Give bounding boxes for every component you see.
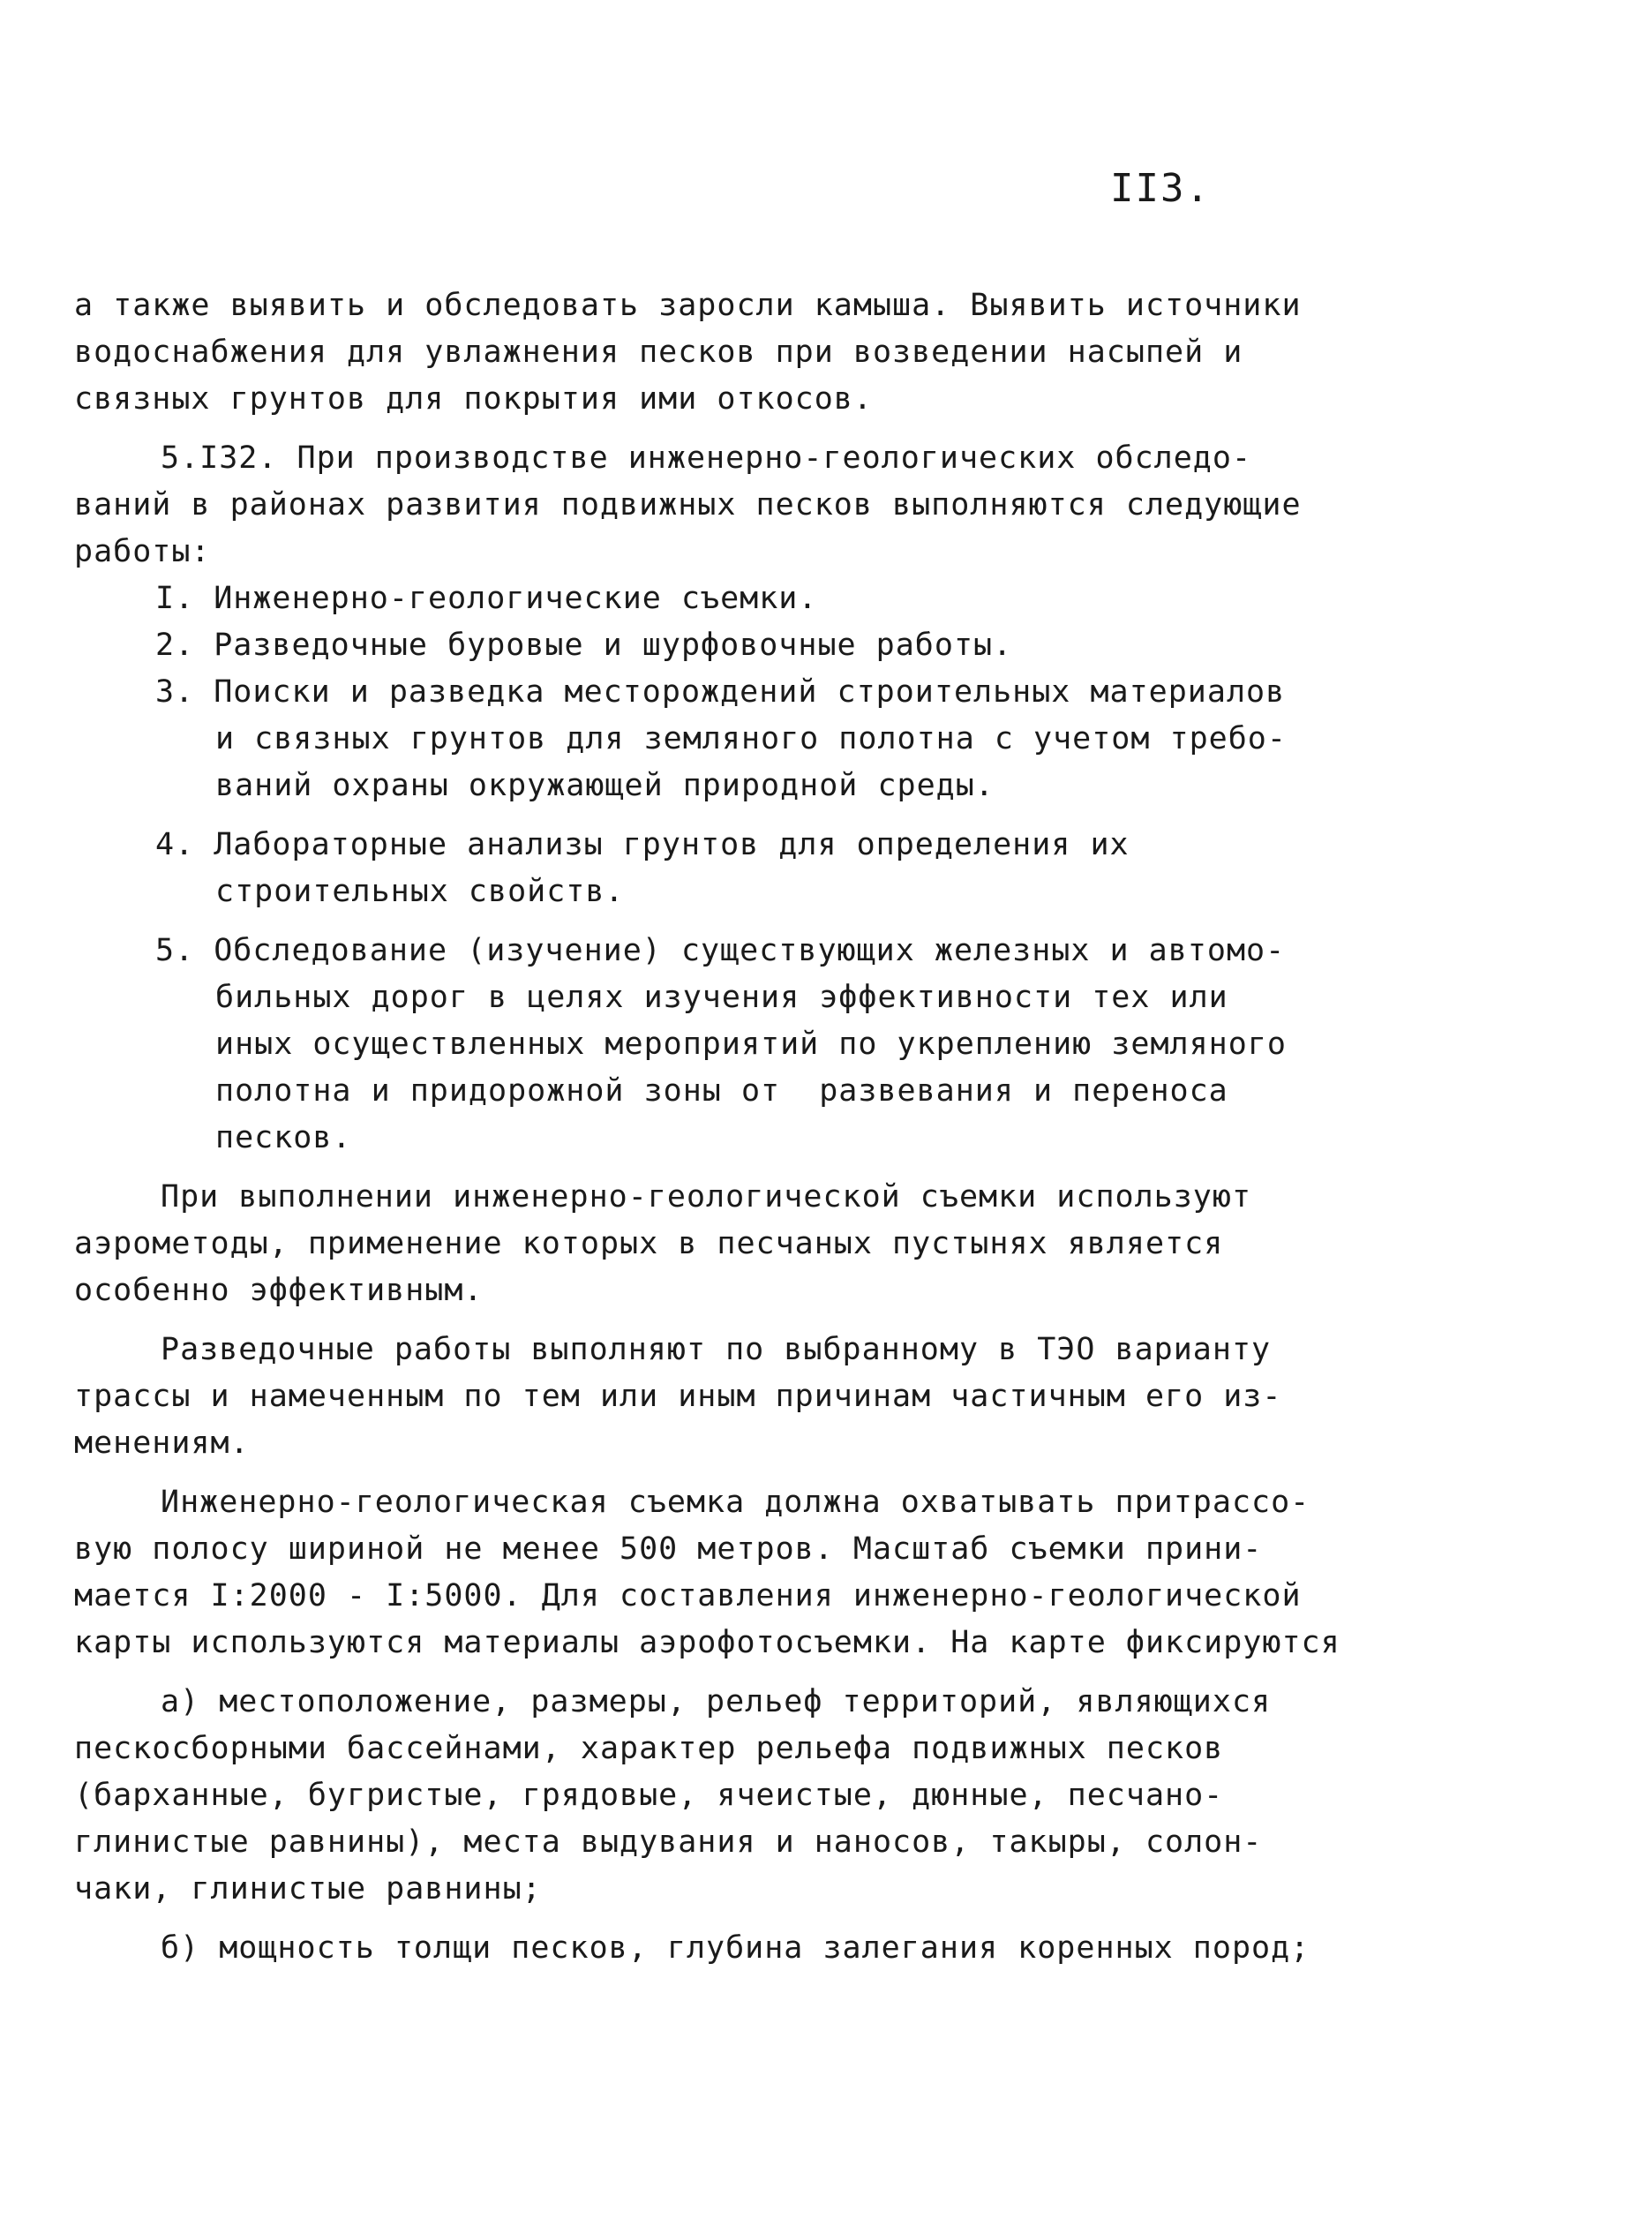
text-line: ваний в районах развития подвижных песков выполняются следующие	[74, 487, 1302, 523]
text-line: карты используются материалы аэрофотосъемки. На карте фиксируются	[74, 1625, 1340, 1660]
work-list	[74, 575, 1327, 1162]
text-line: чаки, глинистые равнины;	[74, 1871, 542, 1907]
text-line: менениям.	[74, 1425, 250, 1461]
paragraph-intro-continuation	[74, 282, 1327, 423]
text-line: I. Инженерно-геологические съемки.	[155, 581, 818, 616]
text-line: 3. Поиски и разведка месторождений строительных материалов	[155, 674, 1286, 710]
text-line: При выполнении инженерно-геологической съемки используют	[161, 1179, 1252, 1215]
text-line: 2. Разведочные буровые и шурфовочные работы.	[155, 628, 1013, 663]
list-item	[74, 822, 1327, 915]
list-item	[74, 928, 1327, 1162]
text-line: 4. Лабораторные анализы грунтов для определения их	[155, 827, 1130, 862]
text-line: аэрометоды, применение которых в песчаных пустынях является	[74, 1226, 1224, 1261]
text-line: строительных свойств.	[215, 874, 625, 909]
text-line: и связных грунтов для земляного полотна с учетом требо-	[215, 721, 1287, 756]
document-body	[74, 282, 1340, 1972]
text-line: трассы и намеченным по тем или иным причинам частичным его из-	[74, 1379, 1282, 1414]
paragraph-survey-methods	[74, 1174, 1327, 1314]
text-line: Инженерно-геологическая съемка должна охватывать притрассо-	[161, 1485, 1310, 1520]
text-line: 5. Обследование (изучение) существующих железных и автомо-	[155, 933, 1286, 968]
text-line: песков.	[215, 1120, 352, 1155]
page-number: II3.	[1110, 166, 1211, 211]
list-item	[74, 575, 1327, 622]
text-line: (барханные, бугристые, грядовые, ячеистые, дюнные, песчано-	[74, 1778, 1224, 1813]
text-line: бильных дорог в целях изучения эффективности тех или	[215, 980, 1228, 1015]
text-line: 5.I32. При производстве инженерно-геологических обследо-	[161, 440, 1252, 476]
text-line: глинистые равнины), места выдувания и наносов, такыры, солон-	[74, 1824, 1263, 1860]
text-line: мается I:2000 - I:5000. Для составления инженерно-геологической	[74, 1578, 1302, 1613]
text-line: пескосборными бассейнами, характер рельефа подвижных песков	[74, 1731, 1224, 1766]
text-line: связных грунтов для покрытия ими откосов.	[74, 381, 873, 417]
text-line: а также выявить и обследовать заросли камыша. Выявить источники	[74, 288, 1302, 323]
text-line: вую полосу шириной не менее 500 метров. Масштаб съемки прини-	[74, 1531, 1263, 1567]
text-line: б) мощность толщи песков, глубина залегания коренных пород;	[161, 1930, 1310, 1966]
paragraph-item-a	[74, 1679, 1327, 1913]
text-line: особенно эффективным.	[74, 1273, 484, 1308]
paragraph-exploration	[74, 1327, 1327, 1467]
text-line: иных осуществленных мероприятий по укреплению земляного	[215, 1027, 1287, 1062]
text-line: работы:	[74, 534, 211, 569]
text-line: полотна и придорожной зоны от развевания и переноса	[215, 1073, 1228, 1109]
text-line: водоснабжения для увлажнения песков при возведении насыпей и	[74, 335, 1243, 370]
paragraph-5-132	[74, 435, 1327, 575]
text-line: ваний охраны окружающей природной среды.	[215, 768, 995, 803]
paragraph-survey-scope	[74, 1479, 1340, 1666]
paragraph-item-b	[74, 1925, 1327, 1972]
text-line: Разведочные работы выполняют по выбранному в ТЭО варианту	[161, 1332, 1272, 1367]
list-item	[74, 669, 1327, 809]
text-line: а) местоположение, размеры, рельеф территорий, являющихся	[161, 1684, 1272, 1719]
list-item	[74, 622, 1327, 669]
